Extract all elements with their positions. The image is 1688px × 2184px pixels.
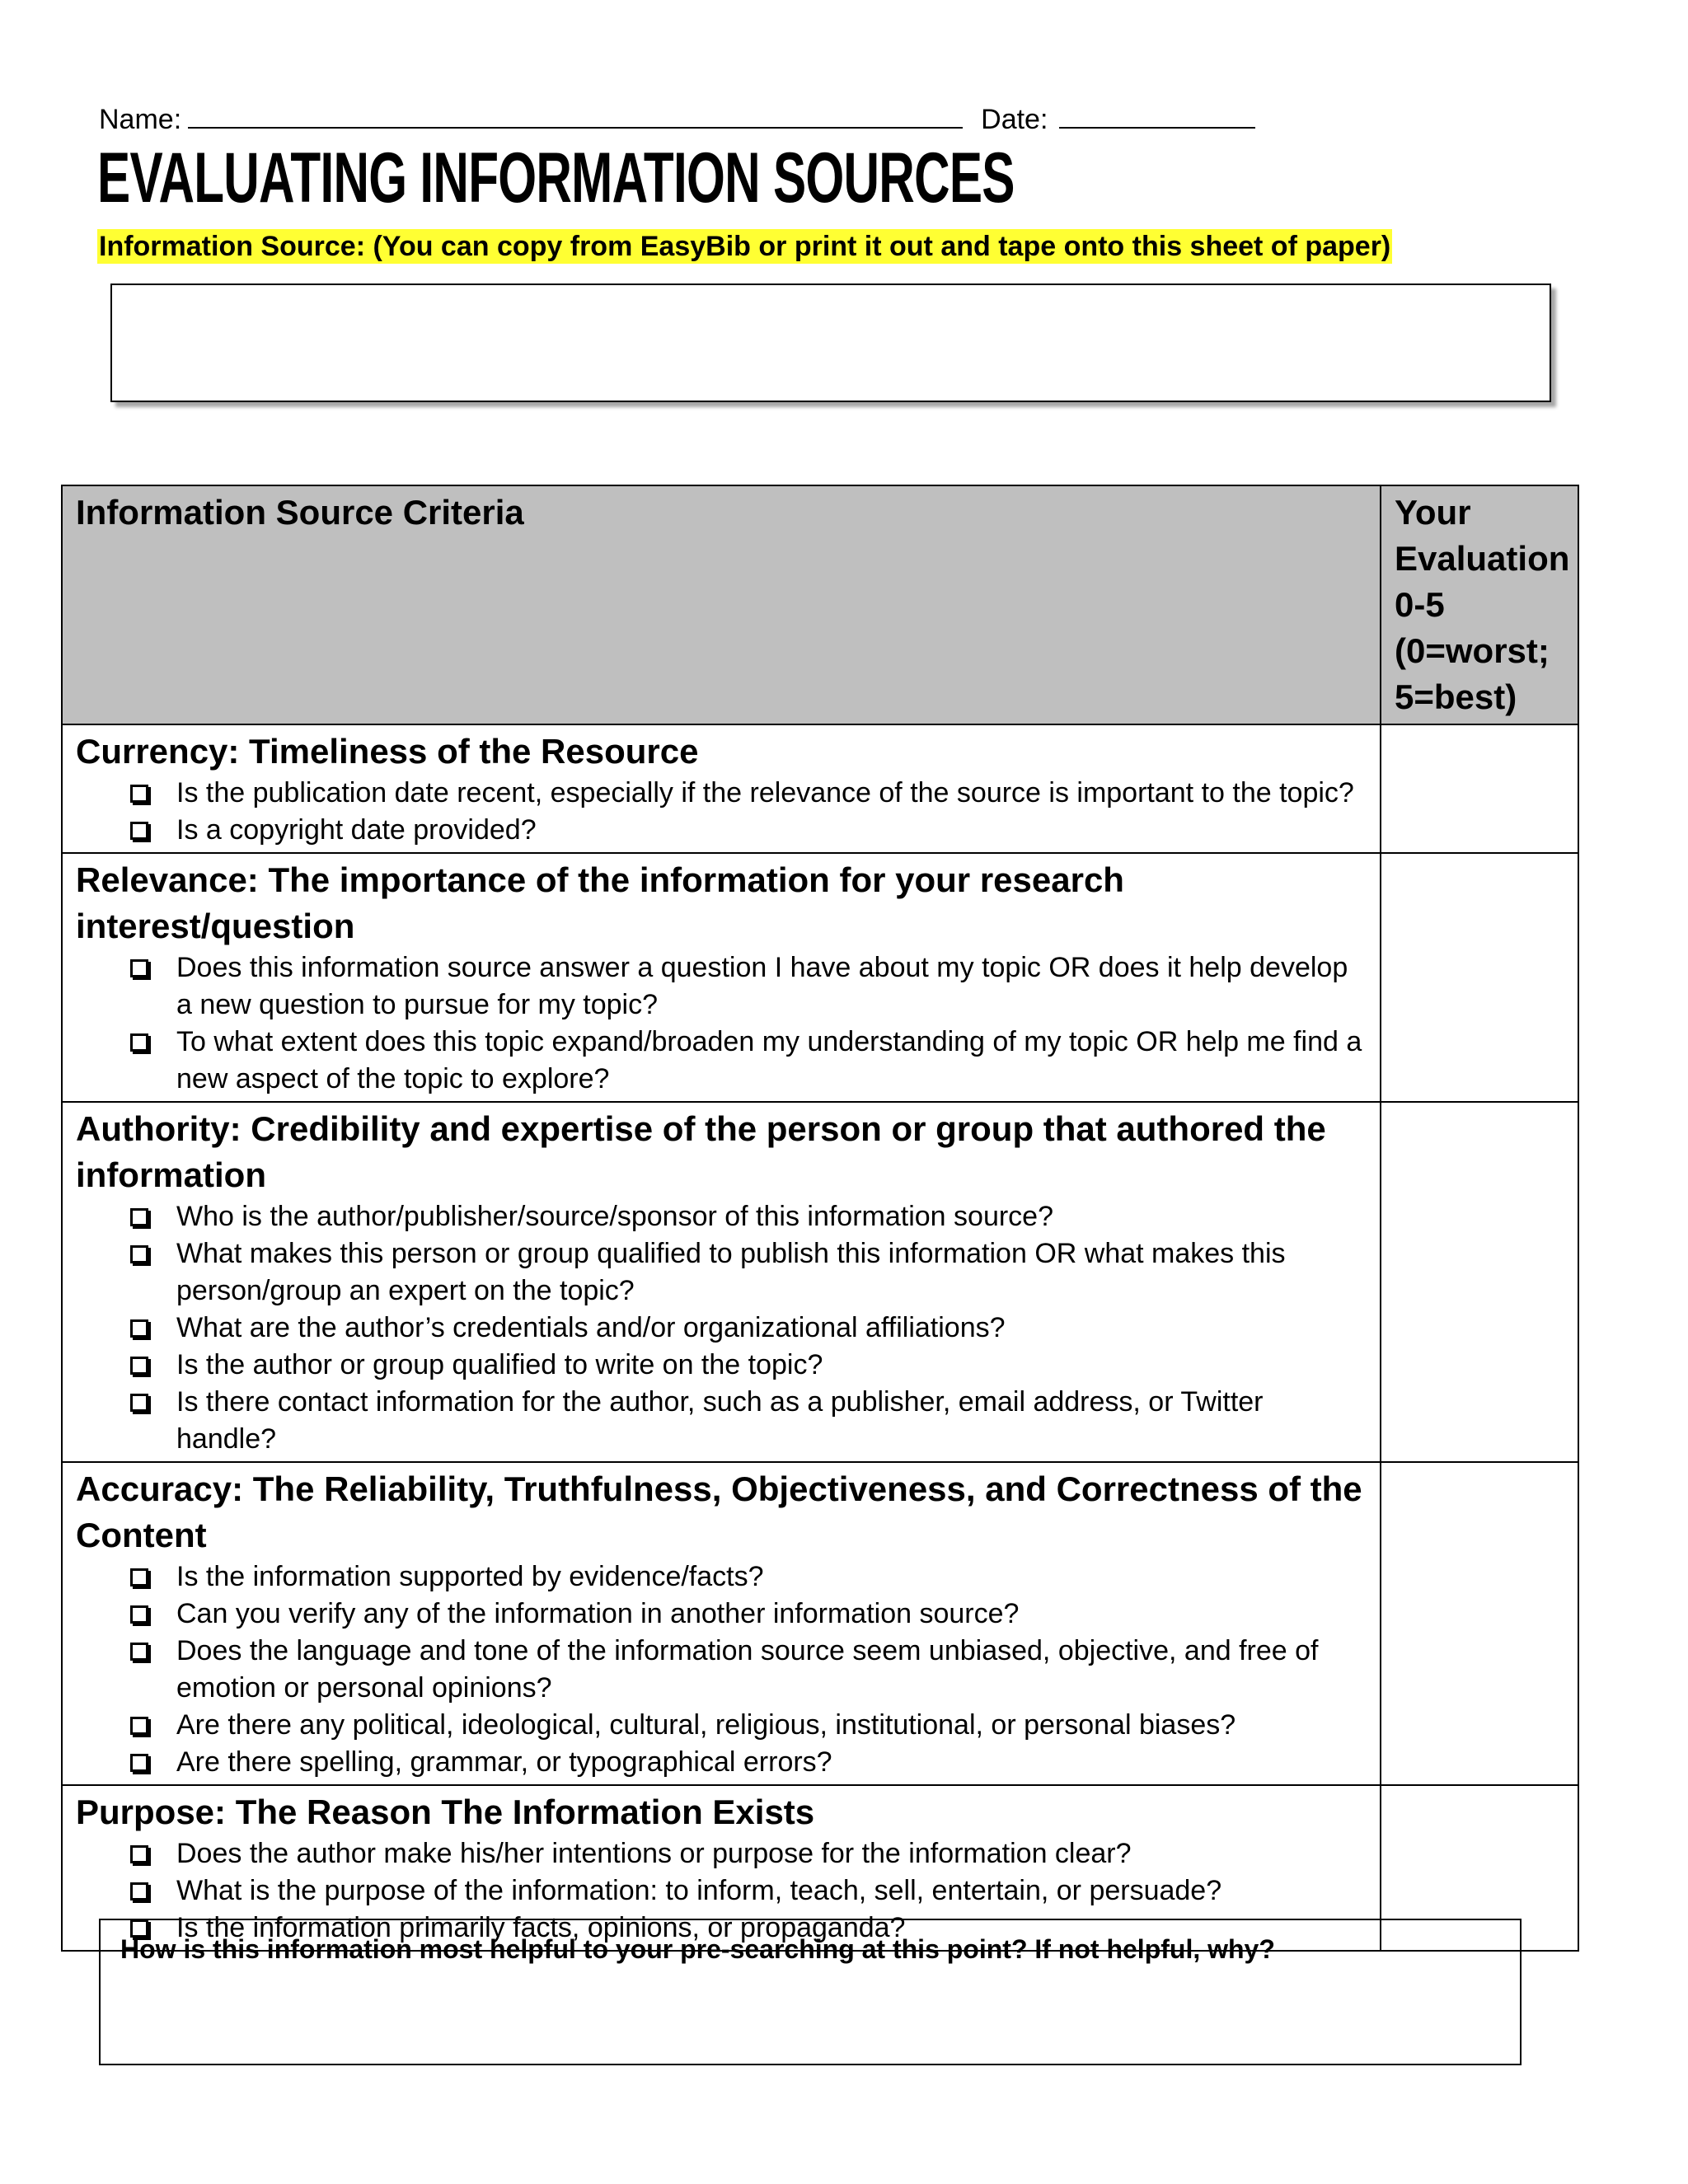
checkbox-icon[interactable] <box>130 1845 148 1863</box>
criteria-header: Information Source Criteria <box>76 493 524 532</box>
accuracy-row <box>62 1462 1578 1785</box>
checklist-item <box>63 1744 1367 1781</box>
checkbox-icon[interactable] <box>130 822 148 840</box>
date-label: Date: <box>981 104 1048 135</box>
relevance-evaluation-cell[interactable] <box>1381 853 1578 1102</box>
helpful-response-box[interactable] <box>99 1919 1522 2065</box>
checkbox-icon[interactable] <box>130 1717 148 1735</box>
name-field[interactable] <box>188 97 963 129</box>
checkbox-icon[interactable] <box>130 1882 148 1900</box>
checkbox-icon[interactable] <box>130 785 148 803</box>
checklist-item <box>63 949 1367 1024</box>
information-source-box[interactable] <box>110 284 1551 402</box>
checklist-item <box>63 1872 1367 1910</box>
checklist-item-text: Is a copyright date provided? <box>176 814 537 846</box>
currency-evaluation-cell[interactable] <box>1381 724 1578 853</box>
relevance-checklist <box>63 949 1380 1101</box>
criteria-header-cell <box>62 485 1381 724</box>
checklist-item-text: Is the publication date recent, especially if the relevance of the source is important to the topic? <box>176 777 1354 808</box>
checklist-item-text: To what extent does this topic expand/broaden my understanding of my topic OR help me find a new aspect of the topic to explore? <box>176 1026 1362 1094</box>
checklist-item <box>63 1633 1367 1707</box>
checklist-item <box>63 1384 1367 1458</box>
checklist-item <box>63 1707 1367 1744</box>
relevance-criteria-cell <box>62 853 1381 1102</box>
relevance-row <box>62 853 1578 1102</box>
checklist-item-text: Are there any political, ideological, cultural, religious, institutional, or personal biases? <box>176 1709 1236 1741</box>
page-title: EVALUATING INFORMATION SOURCES <box>97 138 1015 218</box>
checklist-item-text: Is there contact information for the author, such as a publisher, email address, or Twitter handle? <box>176 1386 1264 1455</box>
checkbox-icon[interactable] <box>130 1033 148 1052</box>
checkbox-icon[interactable] <box>130 1319 148 1338</box>
checklist-item-text: Are there spelling, grammar, or typographical errors? <box>176 1746 832 1778</box>
checkbox-icon[interactable] <box>130 1357 148 1375</box>
checklist-item <box>63 812 1367 849</box>
checkbox-icon[interactable] <box>130 1394 148 1412</box>
checklist-item <box>63 1024 1367 1098</box>
authority-evaluation-cell[interactable] <box>1381 1102 1578 1462</box>
checklist-item <box>63 1347 1367 1384</box>
accuracy-title: Accuracy: The Reliability, Truthfulness, Objectiveness, and Correctness of the Content <box>76 1469 1362 1554</box>
checklist-item <box>63 1310 1367 1347</box>
table-header-row <box>62 485 1578 724</box>
authority-row <box>62 1102 1578 1462</box>
checkbox-icon[interactable] <box>130 1605 148 1624</box>
authority-checklist <box>63 1198 1380 1461</box>
checklist-item-text: Does this information source answer a question I have about my topic OR does it help develop a new question to pursue for my topic? <box>176 952 1348 1020</box>
currency-title: Currency: Timeliness of the Resource <box>76 732 699 771</box>
checkbox-icon[interactable] <box>130 1643 148 1661</box>
date-field[interactable] <box>1059 97 1255 129</box>
checklist-item-text: Is the information supported by evidence/facts? <box>176 1561 764 1592</box>
name-date-line <box>99 97 1255 139</box>
checklist-item-text: What are the author’s credentials and/or organizational affiliations? <box>176 1312 1006 1343</box>
checklist-item <box>63 1235 1367 1310</box>
checklist-item <box>63 1558 1367 1596</box>
checkbox-icon[interactable] <box>130 959 148 977</box>
authority-criteria-cell <box>62 1102 1381 1462</box>
currency-criteria-cell <box>62 724 1381 853</box>
purpose-title: Purpose: The Reason The Information Exists <box>76 1793 815 1831</box>
checklist-item-text: Is the author or group qualified to write on the topic? <box>176 1349 823 1380</box>
checklist-item <box>63 1835 1367 1872</box>
checklist-item-text: What is the purpose of the information: to inform, teach, sell, entertain, or persuade? <box>176 1875 1222 1906</box>
information-source-note: Information Source: (You can copy from EasyBib or print it out and tape onto this sheet of paper) <box>99 231 1391 262</box>
currency-checklist <box>63 775 1380 852</box>
checklist-item-text: Does the author make his/her intentions or purpose for the information clear? <box>176 1838 1132 1869</box>
checklist-item-text: Does the language and tone of the information source seem unbiased, objective, and free of emotion or personal opinions? <box>176 1635 1319 1704</box>
checklist-item <box>63 775 1367 812</box>
checklist-item-text: Is the information primarily facts, opinions, or propaganda? <box>176 1912 906 1943</box>
checklist-item <box>63 1596 1367 1633</box>
criteria-table <box>61 485 1579 1952</box>
checkbox-icon[interactable] <box>130 1208 148 1226</box>
checkbox-icon[interactable] <box>130 1245 148 1263</box>
relevance-title: Relevance: The importance of the information for your research interest/question <box>76 860 1124 945</box>
checkbox-icon[interactable] <box>130 1568 148 1586</box>
checklist-item <box>63 1198 1367 1235</box>
accuracy-evaluation-cell[interactable] <box>1381 1462 1578 1785</box>
accuracy-checklist <box>63 1558 1380 1784</box>
helpful-question: How is this information most helpful to your pre-searching at this point? If not helpful, why? <box>120 1934 1275 1964</box>
authority-title: Authority: Credibility and expertise of the person or group that authored the information <box>76 1109 1326 1194</box>
checklist-item-text: Can you verify any of the information in another information source? <box>176 1598 1020 1629</box>
checklist-item-text: What makes this person or group qualified to publish this information OR what makes this person/group an expert on the topic? <box>176 1238 1286 1306</box>
currency-row <box>62 724 1578 853</box>
accuracy-criteria-cell <box>62 1462 1381 1785</box>
evaluation-header: Your Evaluation 0-5 (0=worst; 5=best) <box>1395 493 1570 716</box>
evaluation-header-cell <box>1381 485 1578 724</box>
checklist-item-text: Who is the author/publisher/source/sponsor of this information source? <box>176 1201 1053 1232</box>
checkbox-icon[interactable] <box>130 1754 148 1772</box>
name-label: Name: <box>99 104 182 135</box>
